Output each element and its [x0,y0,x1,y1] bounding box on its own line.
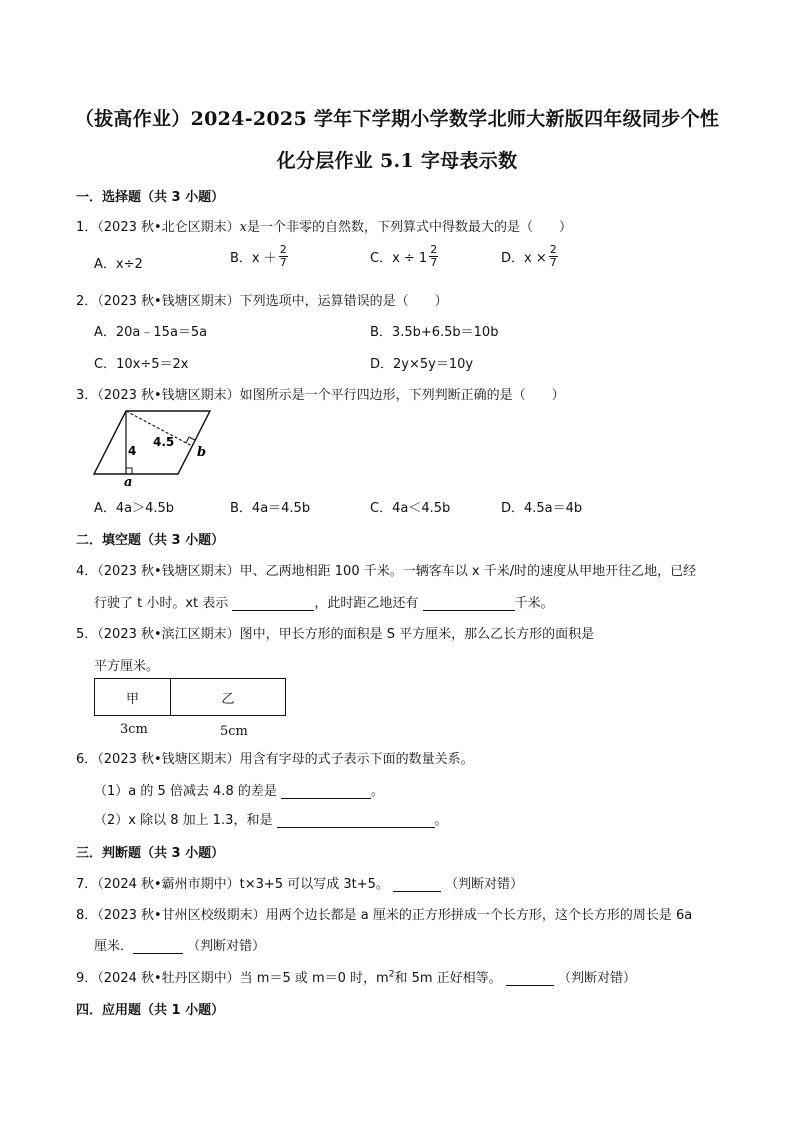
doc-title-line1: （拔高作业）2024-2025 学年下学期小学数学北师大新版四年级同步个性 [74,108,720,130]
q2-option-a[interactable]: A．20a﹣15a＝5a [94,325,208,340]
parallelogram-figure [88,402,218,488]
question-6-part1: （1）a 的 5 倍减去 4.8 的差是 。 [94,784,384,799]
rect-yi: 乙 [221,691,235,707]
dim-3cm: 3cm [120,722,148,737]
question-5-line2: 平方厘米。 [94,659,160,674]
rectangle-figure [94,678,286,716]
label-4-5: 4.5 [153,435,175,449]
question-4-line2: 行驶了 t 小时。xt 表示 ，此时距乙地还有 千米。 [94,596,554,611]
answer-blank[interactable] [277,813,435,828]
answer-blank[interactable] [232,596,314,611]
q1-option-b[interactable]: B．x ＋ $\frac{2}{7}$ [230,243,287,269]
question-8-line1: 8．（2023 秋•甘州区校级期末）用两个边长都是 a 厘米的正方形拼成一个长方形，这个长方形的周长是 6a [76,908,693,923]
question-5-line1: 5．（2023 秋•滨江区期末）图中，甲长方形的面积是 S 平方厘米，那么乙长方形的面积是 [76,627,595,642]
label-a: a [124,475,133,488]
question-2: 2．（2023 秋•钱塘区期末）下列选项中，运算错误的是（ ） [76,294,448,309]
q3-option-a[interactable]: A．4a＞4.5b [94,501,175,516]
label-4: 4 [128,444,137,458]
fraction: $\frac{2}{7}$ [279,243,287,269]
q1-option-d[interactable]: D．x × $\frac{2}{7}$ [501,243,557,269]
section-fill: 二．填空题（共 3 小题） [76,533,225,548]
doc-title-line2: 化分层作业 5.1 字母表示数 [276,150,518,172]
rect-jia: 甲 [95,679,171,715]
q2-option-b[interactable]: B．3.5b+6.5b＝10b [370,325,499,340]
answer-blank[interactable] [133,939,183,954]
q1-option-c[interactable]: C．x ÷ 1 $\frac{2}{7}$ [370,243,438,269]
right-angle-mark [126,468,132,474]
q3-option-d[interactable]: D．4.5a＝4b [501,501,583,516]
question-8-line2: 厘米． （判断对错） [94,939,266,954]
section-application: 四．应用题（共 1 小题） [76,1003,225,1018]
q3-option-b[interactable]: B．4a＝4.5b [230,501,311,516]
question-6-part2: （2）x 除以 8 加上 1.3，和是 。 [94,813,448,828]
parallelogram [94,411,210,474]
answer-blank[interactable] [393,877,441,892]
q2-option-c[interactable]: C．10x÷5＝2x [94,357,189,372]
q1-option-a[interactable]: A．x÷2 [94,257,143,272]
q3-option-c[interactable]: C．4a＜4.5b [370,501,451,516]
question-4-line1: 4．（2023 秋•钱塘区期末）甲、乙两地相距 100 千米。一辆客车以 x 千米/时的速度从甲地开往乙地，已经 [76,564,697,579]
q2-option-d[interactable]: D．2y×5y＝10y [370,357,474,372]
question-3: 3．（2023 秋•钱塘区期末）如图所示是一个平行四边形，下列判断正确的是（ ） [76,388,565,403]
answer-blank[interactable] [423,596,515,611]
answer-blank[interactable] [506,971,554,986]
section-choice: 一．选择题（共 3 小题） [76,190,225,205]
fraction: $\frac{2}{7}$ [430,243,438,269]
dim-5cm: 5cm [220,724,248,739]
answer-blank[interactable] [281,784,371,799]
label-b: b [197,445,207,460]
question-7: 7．（2024 秋•霸州市期中）t×3+5 可以写成 3t+5。 （判断对错） [76,877,524,892]
question-1: 1．（2023 秋•北仑区期末）x是一个非零的自然数，下列算式中得数最大的是（ ） [76,220,573,235]
section-judge: 三．判断题（共 3 小题） [76,846,225,861]
question-6: 6．（2023 秋•钱塘区期末）用含有字母的式子表示下面的数量关系。 [76,752,474,767]
fraction: $\frac{2}{7}$ [549,243,557,269]
question-9: 9．（2024 秋•牡丹区期中）当 m＝5 或 m＝0 时，$m^2$和 5m 正好相等。 （判断对错） [76,969,636,986]
